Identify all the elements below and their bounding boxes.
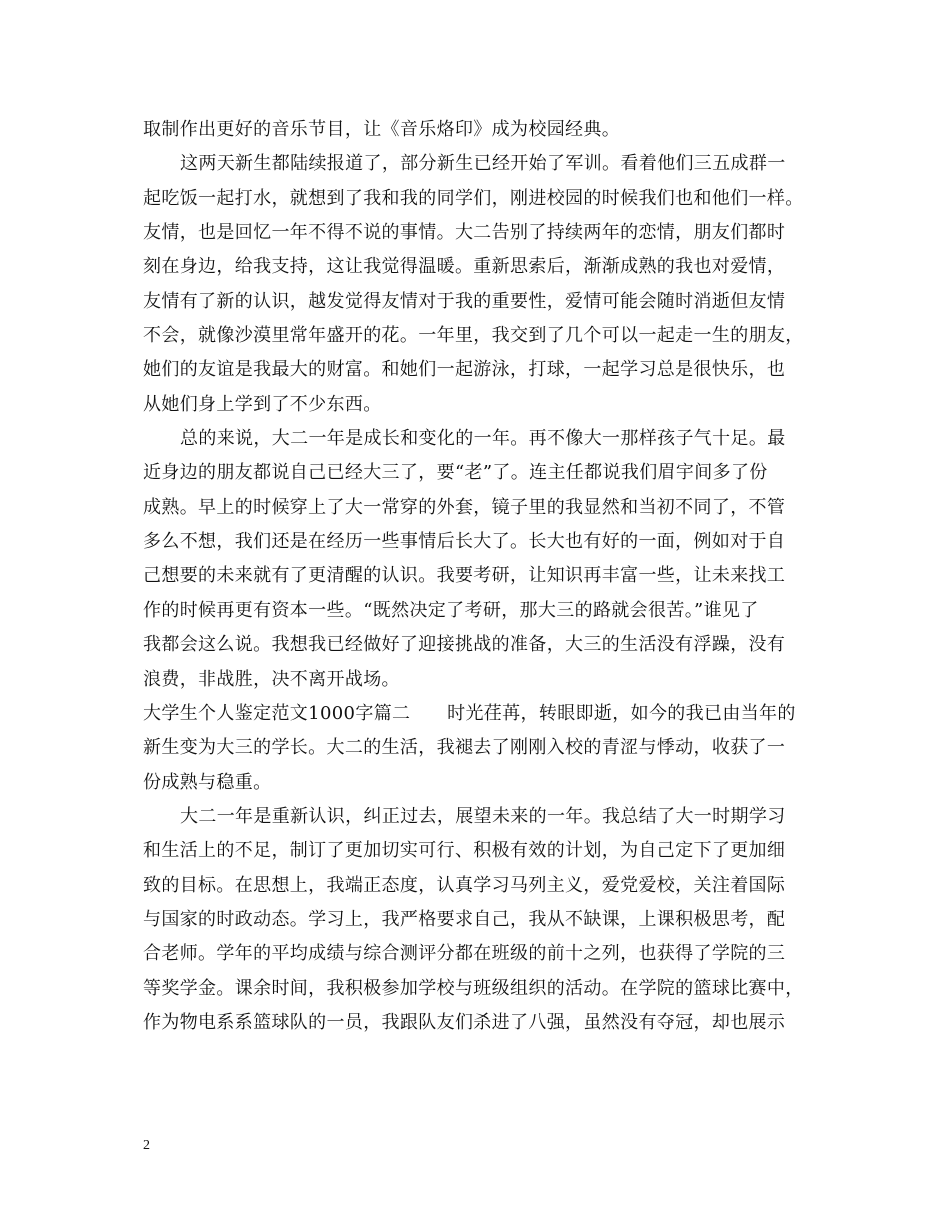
text-line: 近身边的朋友都说自己已经大三了，要“老”了。连主任都说我们眉宇间多了份 xyxy=(143,462,768,484)
text-line: 大二一年是重新认识，纠正过去，展望未来的一年。我总结了大一时期学习 xyxy=(180,805,786,827)
text-line: 份成熟与稳重。 xyxy=(143,771,272,793)
text-line: 友情有了新的认识，越发觉得友情对于我的重要性，爱情可能会随时消逝但友情 xyxy=(143,290,786,312)
text-line: 浪费，非战胜，决不离开战场。 xyxy=(143,668,400,690)
text-line: 刻在身边，给我支持，这让我觉得温暖。重新思索后，渐渐成熟的我也对爱情， xyxy=(143,256,786,278)
text-line: 和生活上的不足，制订了更加切实可行、积极有效的计划，为自己定下了更加细 xyxy=(143,840,786,862)
text-line: 从她们身上学到了不少东西。 xyxy=(143,393,382,415)
text-line: 己想要的未来就有了更清醒的认识。我要考研，让知识再丰富一些，让未来找工 xyxy=(143,565,786,587)
text-line: 她们的友谊是我最大的财富。和她们一起游泳，打球，一起学习总是很快乐，也 xyxy=(143,359,786,381)
text-line: 起吃饭一起打水，就想到了我和我的同学们，刚进校园的时候我们也和他们一样。 xyxy=(143,187,804,209)
section-heading-line: 大学生个人鉴定范文1000字篇二 时光荏苒，转眼即逝，如今的我已由当年的 xyxy=(143,702,796,724)
text-line: 不会，就像沙漠里常年盛开的花。一年里，我交到了几个可以一起走一生的朋友， xyxy=(143,325,804,347)
text-line: 与国家的时政动态。学习上，我严格要求自己，我从不缺课，上课积极思考，配 xyxy=(143,908,786,930)
text-line: 友情，也是回忆一年不得不说的事情。大二告别了持续两年的恋情，朋友们都时 xyxy=(143,222,786,244)
text-line: 作为物电系系篮球队的一员，我跟队友们杀进了八强，虽然没有夺冠，却也展示 xyxy=(143,1011,786,1033)
text-line: 多么不想，我们还是在经历一些事情后长大了。长大也有好的一面，例如对于自 xyxy=(143,531,786,553)
text-line: 我都会这么说。我想我已经做好了迎接挑战的准备，大三的生活没有浮躁，没有 xyxy=(143,634,786,656)
text-line: 合老师。学年的平均成绩与综合测评分都在班级的前十之列，也获得了学院的三 xyxy=(143,943,786,965)
text-line: 作的时候再更有资本一些。“既然决定了考研，那大三的路就会很苦。”谁见了 xyxy=(143,599,759,621)
text-line: 总的来说，大二一年是成长和变化的一年。再不像大一那样孩子气十足。最 xyxy=(180,428,786,450)
page-number: 2 xyxy=(143,1138,150,1153)
body-text xyxy=(143,113,823,1040)
text-line: 等奖学金。课余时间，我积极参加学校与班级组织的活动。在学院的篮球比赛中， xyxy=(143,977,804,999)
text-line: 这两天新生都陆续报道了，部分新生已经开始了军训。看着他们三五成群一 xyxy=(180,153,786,175)
text-line: 取制作出更好的音乐节目，让《音乐烙印》成为校园经典。 xyxy=(143,119,621,140)
text-line: 成熟。早上的时候穿上了大一常穿的外套，镜子里的我显然和当初不同了，不管 xyxy=(143,496,786,518)
text-line: 致的目标。在思想上，我端正态度，认真学习马列主义，爱党爱校，关注着国际 xyxy=(143,874,786,896)
text-line: 新生变为大三的学长。大二的生活，我褪去了刚刚入校的青涩与悸动，收获了一 xyxy=(143,737,786,759)
